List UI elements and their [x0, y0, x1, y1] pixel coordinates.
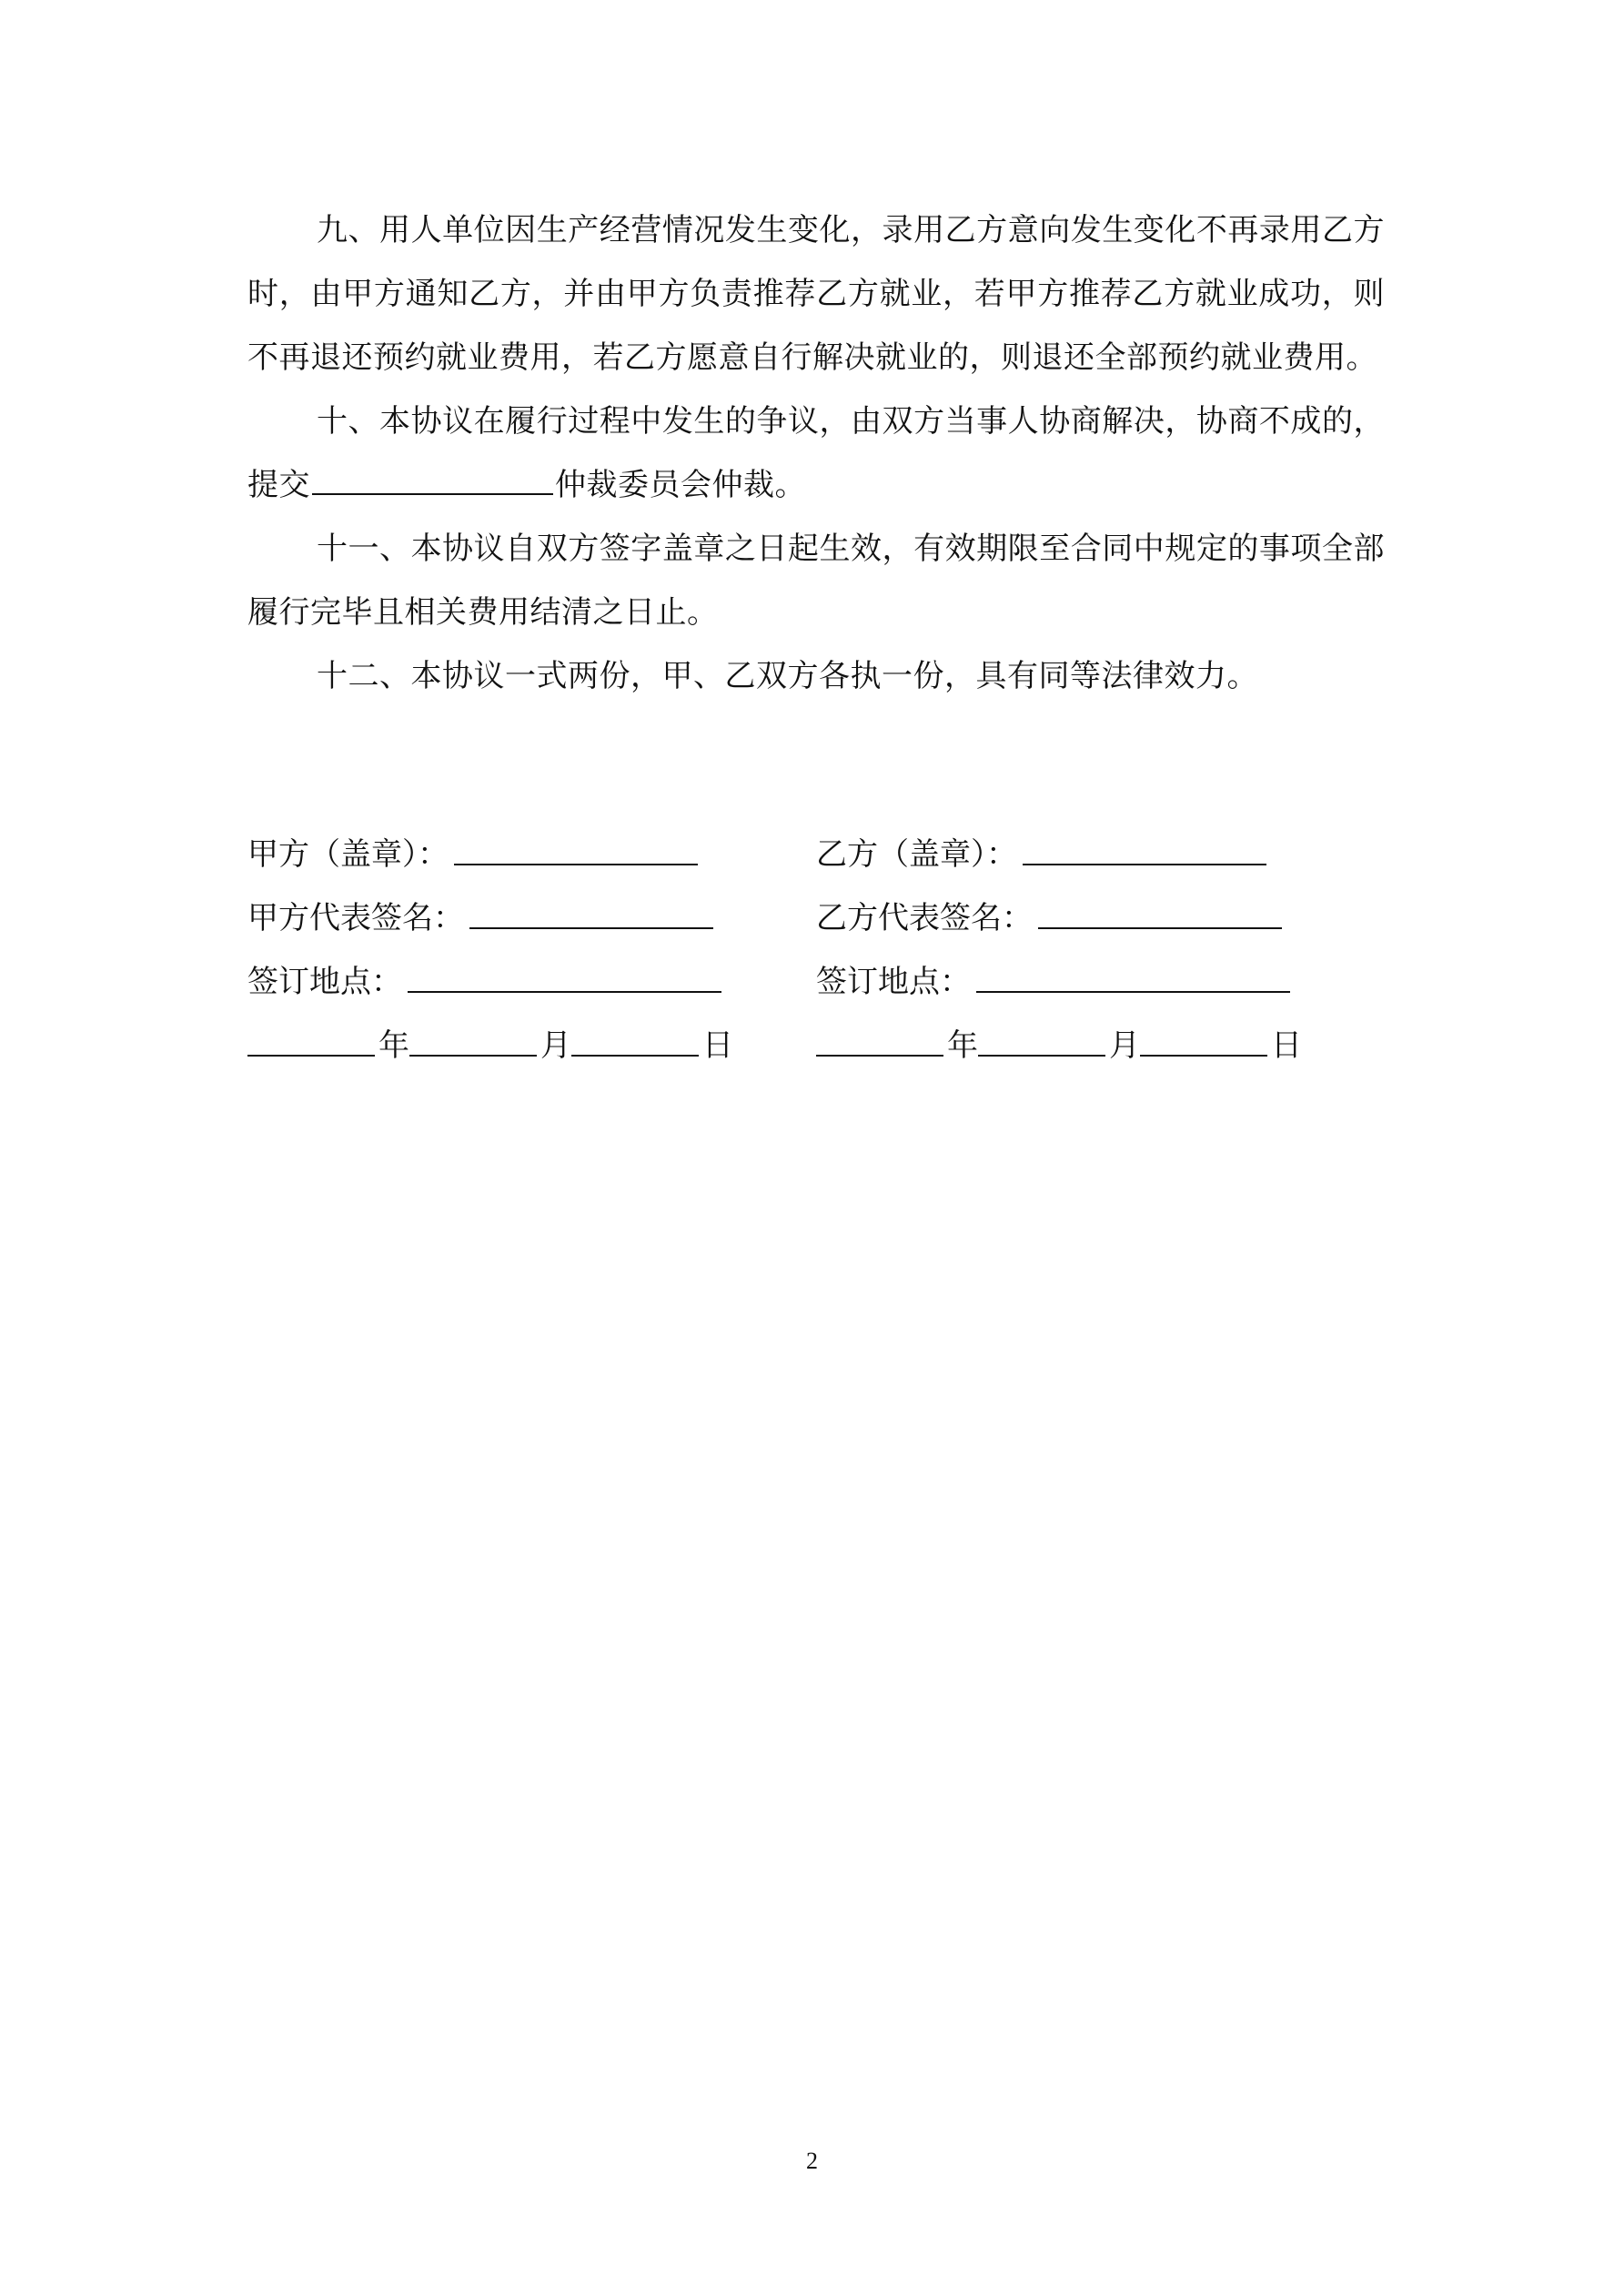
party-a-seal-label: 甲方（盖章）：	[247, 835, 449, 873]
page-number: 2	[806, 2148, 818, 2174]
party-a-month-blank[interactable]	[409, 1027, 537, 1057]
arbitration-blank[interactable]	[312, 462, 553, 495]
clause-9: 九、用人单位因生产经营情况发生变化，录用乙方意向发生变化不再录用乙方时，由甲方通知乙方，并由甲方负责推荐乙方就业，若甲方推荐乙方就业成功，则不再退还预约就业费用，若乙方愿意自行解决就业的，则退还全部预约就业费用。	[247, 212, 1385, 376]
party-a-seal-blank[interactable]	[454, 836, 698, 865]
signature-block	[247, 819, 1385, 1074]
party-b-month-label: 月	[1109, 1027, 1140, 1064]
agreement-body	[247, 198, 1385, 708]
party-a-place	[247, 956, 816, 1001]
party-a-rep-label: 甲方代表签名：	[247, 899, 464, 936]
signature-row-date	[247, 1010, 1385, 1074]
party-a-seal	[247, 829, 816, 874]
party-b-place-label: 签订地点：	[816, 963, 971, 1000]
party-b-seal-blank[interactable]	[1023, 836, 1266, 865]
clause-10-text-b: 仲裁委员会仲裁。	[555, 467, 806, 503]
signature-row-place	[247, 946, 1385, 1010]
party-b-seal-label: 乙方（盖章）：	[816, 835, 1017, 873]
party-b-date	[816, 1020, 1385, 1065]
signature-row-rep	[247, 883, 1385, 946]
party-b-year-label: 年	[947, 1027, 978, 1064]
party-a-day-blank[interactable]	[571, 1027, 699, 1057]
clause-11: 十一、本协议自双方签字盖章之日起生效，有效期限至合同中规定的事项全部履行完毕且相关费用结清之日止。	[247, 531, 1385, 631]
party-b-day-blank[interactable]	[1140, 1027, 1267, 1057]
party-a-month-label: 月	[540, 1027, 571, 1064]
clause-10-text-a: 十、本协议在履行过程中发生的争议，由双方当事人协商解决，协商不成的，提交	[247, 403, 1385, 503]
party-b-seal	[816, 829, 1385, 874]
party-a-place-blank[interactable]	[408, 964, 721, 993]
party-a-place-label: 签订地点：	[247, 963, 402, 1000]
party-b-place	[816, 956, 1385, 1001]
party-a-year-label: 年	[378, 1027, 409, 1064]
party-b-rep	[816, 893, 1385, 937]
party-b-month-blank[interactable]	[978, 1027, 1105, 1057]
signature-row-seal	[247, 819, 1385, 883]
party-b-rep-label: 乙方代表签名：	[816, 899, 1033, 936]
party-b-place-blank[interactable]	[976, 964, 1290, 993]
clause-10	[247, 389, 1385, 517]
party-a-rep-blank[interactable]	[469, 900, 713, 929]
party-a-rep	[247, 893, 816, 937]
party-b-rep-blank[interactable]	[1038, 900, 1282, 929]
party-b-year-blank[interactable]	[816, 1027, 943, 1057]
party-a-date	[247, 1020, 816, 1065]
party-a-day-label: 日	[702, 1027, 733, 1064]
party-a-year-blank[interactable]	[247, 1027, 375, 1057]
party-b-day-label: 日	[1271, 1027, 1302, 1064]
clause-12: 十二、本协议一式两份，甲、乙双方各执一份，具有同等法律效力。	[317, 658, 1258, 694]
